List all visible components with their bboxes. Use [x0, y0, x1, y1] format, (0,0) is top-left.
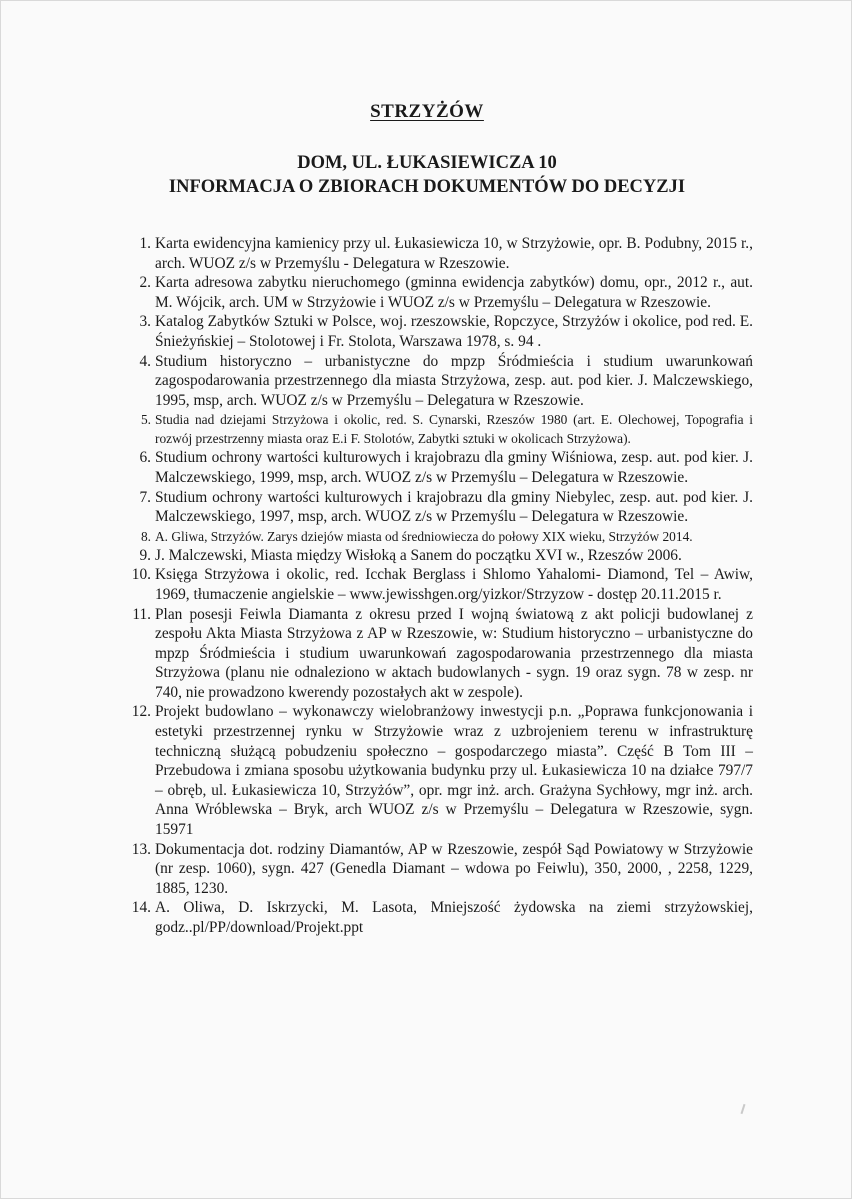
item-number: 14. — [131, 899, 151, 917]
item-text: A. Gliwa, Strzyżów. Zarys dziejów miasta od średniowiecza do połowy XIX wieku, Strzyżów 2014. — [155, 528, 693, 544]
list-item — [119, 840, 753, 899]
item-text: Studia nad dziejami Strzyżowa i okolic, red. S. Cynarski, Rzeszów 1980 (art. E. Olechowej, Topografia i rozwój przestrzenny miasta oraz E.i F. Stolotów, Zabytki sztuki w okolicach Strzyżowa). — [155, 412, 753, 447]
document-title — [1, 151, 852, 199]
list-item — [119, 898, 753, 937]
item-number: 12. — [131, 703, 151, 721]
item-number: 1. — [139, 235, 151, 252]
item-number: 2. — [139, 274, 151, 292]
item-text: J. Malczewski, Miasta między Wisłoką a Sanem do początku XVI w., Rzeszów 2006. — [155, 546, 682, 564]
list-item — [119, 410, 753, 448]
list-item — [119, 565, 753, 604]
list-item — [119, 527, 753, 546]
title-line-1: DOM, UL. ŁUKASIEWICZA 10 — [297, 153, 557, 173]
item-text: Studium historyczno – urbanistyczne do mpzp Śródmieścia i studium uwarunkowań zagospodarowania przestrzennego dla miasta Strzyżowa, zesp. aut. pod kier. J. Malczewskiego, 1995, msp, arch. WUOZ z/s w Przemyślu – Delegatura w Rzeszowie. — [155, 352, 753, 409]
item-number: 7. — [139, 488, 151, 506]
city-heading: STRZYŻÓW — [370, 101, 484, 122]
item-text: Katalog Zabytków Sztuki w Polsce, woj. rzeszowskie, Ropczyce, Strzyżów i okolice, pod red. E. Śnieżyńskiej – Stolotowej i Fr. Stolota, Warszawa 1978, s. 94 . — [155, 313, 753, 350]
item-text: Plan posesji Feiwla Diamanta z okresu przed I wojną światową z akt policji budowlanej z zespołu Akta Miasta Strzyżowa z AP w Rzeszowie, w: Studium historyczno – urbanistyczne do mpzp Śródmieścia i studium uwarunkowań zagospodarowania przestrzennego dla miasta Strzyżowa (planu nie odnaleziono w aktach budowlanych - sygn. 19 oraz sygn. 78 w zesp. nr 740, nie prowadzono kwerendy pozostałych akt w zespole). — [155, 605, 753, 701]
item-number: 9. — [139, 546, 151, 564]
item-number: 11. — [132, 605, 151, 623]
list-item — [119, 312, 753, 351]
item-text: Dokumentacja dot. rodziny Diamantów, AP w Rzeszowie, zespół Sąd Powiatowy w Strzyżowie (nr zesp. 1060), sygn. 427 (Genedla Diamant – wdowa po Feiwlu), 350, 2000, , 2258, 1229, 1885, 1230. — [155, 840, 753, 897]
item-text: A. Oliwa, D. Iskrzycki, M. Lasota, Mniejszość żydowska na ziemi strzyżowskiej, godz..pl/PP/download/Projekt.ppt — [155, 899, 753, 936]
item-number: 6. — [139, 449, 151, 467]
list-item — [119, 546, 753, 566]
item-number: 8. — [140, 528, 151, 544]
item-text: Studium ochrony wartości kulturowych i krajobrazu dla gminy Niebylec, zesp. aut. pod kier. J. Malczewskiego, 1997, msp, arch. WUOZ z/s w Przemyślu – Delegatura w Rzeszowie. — [155, 488, 753, 526]
item-number: 3. — [139, 313, 151, 331]
scan-speck — [741, 1104, 746, 1114]
title-line-2: INFORMACJA O ZBIORACH DOKUMENTÓW DO DECYZJI — [168, 177, 686, 197]
item-number: 5. — [140, 412, 151, 428]
item-text: Karta adresowa zabytku nieruchomego (gminna ewidencja zabytków) domu, opr., 2012 r., aut. M. Wójcik, arch. UM w Strzyżowie i WUOZ z/s w Przemyślu – Delegatura w Rzeszowie. — [155, 274, 753, 311]
header — [1, 101, 852, 123]
list-item — [119, 702, 753, 839]
item-text: Księga Strzyżowa i okolic, red. Icchak Berglass i Shlomo Yahalomi- Diamond, Tel – Awiw, 1969, tłumaczenie angielskie – www.jewisshgen.org/yizkor/Strzyzow - dostęp 20.11.2015 r. — [155, 566, 753, 603]
item-number: 13. — [131, 840, 151, 858]
list-item — [119, 605, 753, 703]
list-item — [119, 234, 753, 273]
item-text: Studium ochrony wartości kulturowych i krajobrazu dla gminy Wiśniowa, zesp. aut. pod kier. J. Malczewskiego, 1999, msp, arch. WUOZ z/s w Przemyślu – Delegatura w Rzeszowie. — [155, 449, 753, 486]
list-item — [119, 448, 753, 487]
item-number: 10. — [131, 566, 151, 584]
list-item — [119, 488, 753, 527]
list-item — [119, 352, 753, 411]
item-text: Karta ewidencyjna kamienicy przy ul. Łukasiewicza 10, w Strzyżowie, opr. B. Podubny, 2015 r., arch. WUOZ z/s w Przemyślu - Delegatura w Rzeszowie. — [155, 235, 753, 272]
list-item — [119, 273, 753, 312]
sources-list — [119, 234, 753, 938]
item-text: Projekt budowlano – wykonawczy wielobranżowy inwestycji p.n. „Poprawa funkcjonowania i estetyki przestrzennej rynku w Strzyżowie wraz z uzbrojeniem terenu w infrastrukturę techniczną służącą pobudzeniu społeczno – gospodarczego miasta”. Część B Tom III – Przebudowa i zmiana sposobu użytkowania budynku przy ul. Łukasiewicza 10 na działce 797/7 – obręb, ul. Łukasiewicza 10, Strzyżów”, opr. mgr inż. arch. Grażyna Sychłowy, mgr inż. arch. Anna Wróblewska – Bryk, arch WUOZ z/s w Przemyślu – Delegatura w Rzeszowie, sygn. 15971 — [155, 703, 753, 839]
item-number: 4. — [139, 352, 151, 370]
